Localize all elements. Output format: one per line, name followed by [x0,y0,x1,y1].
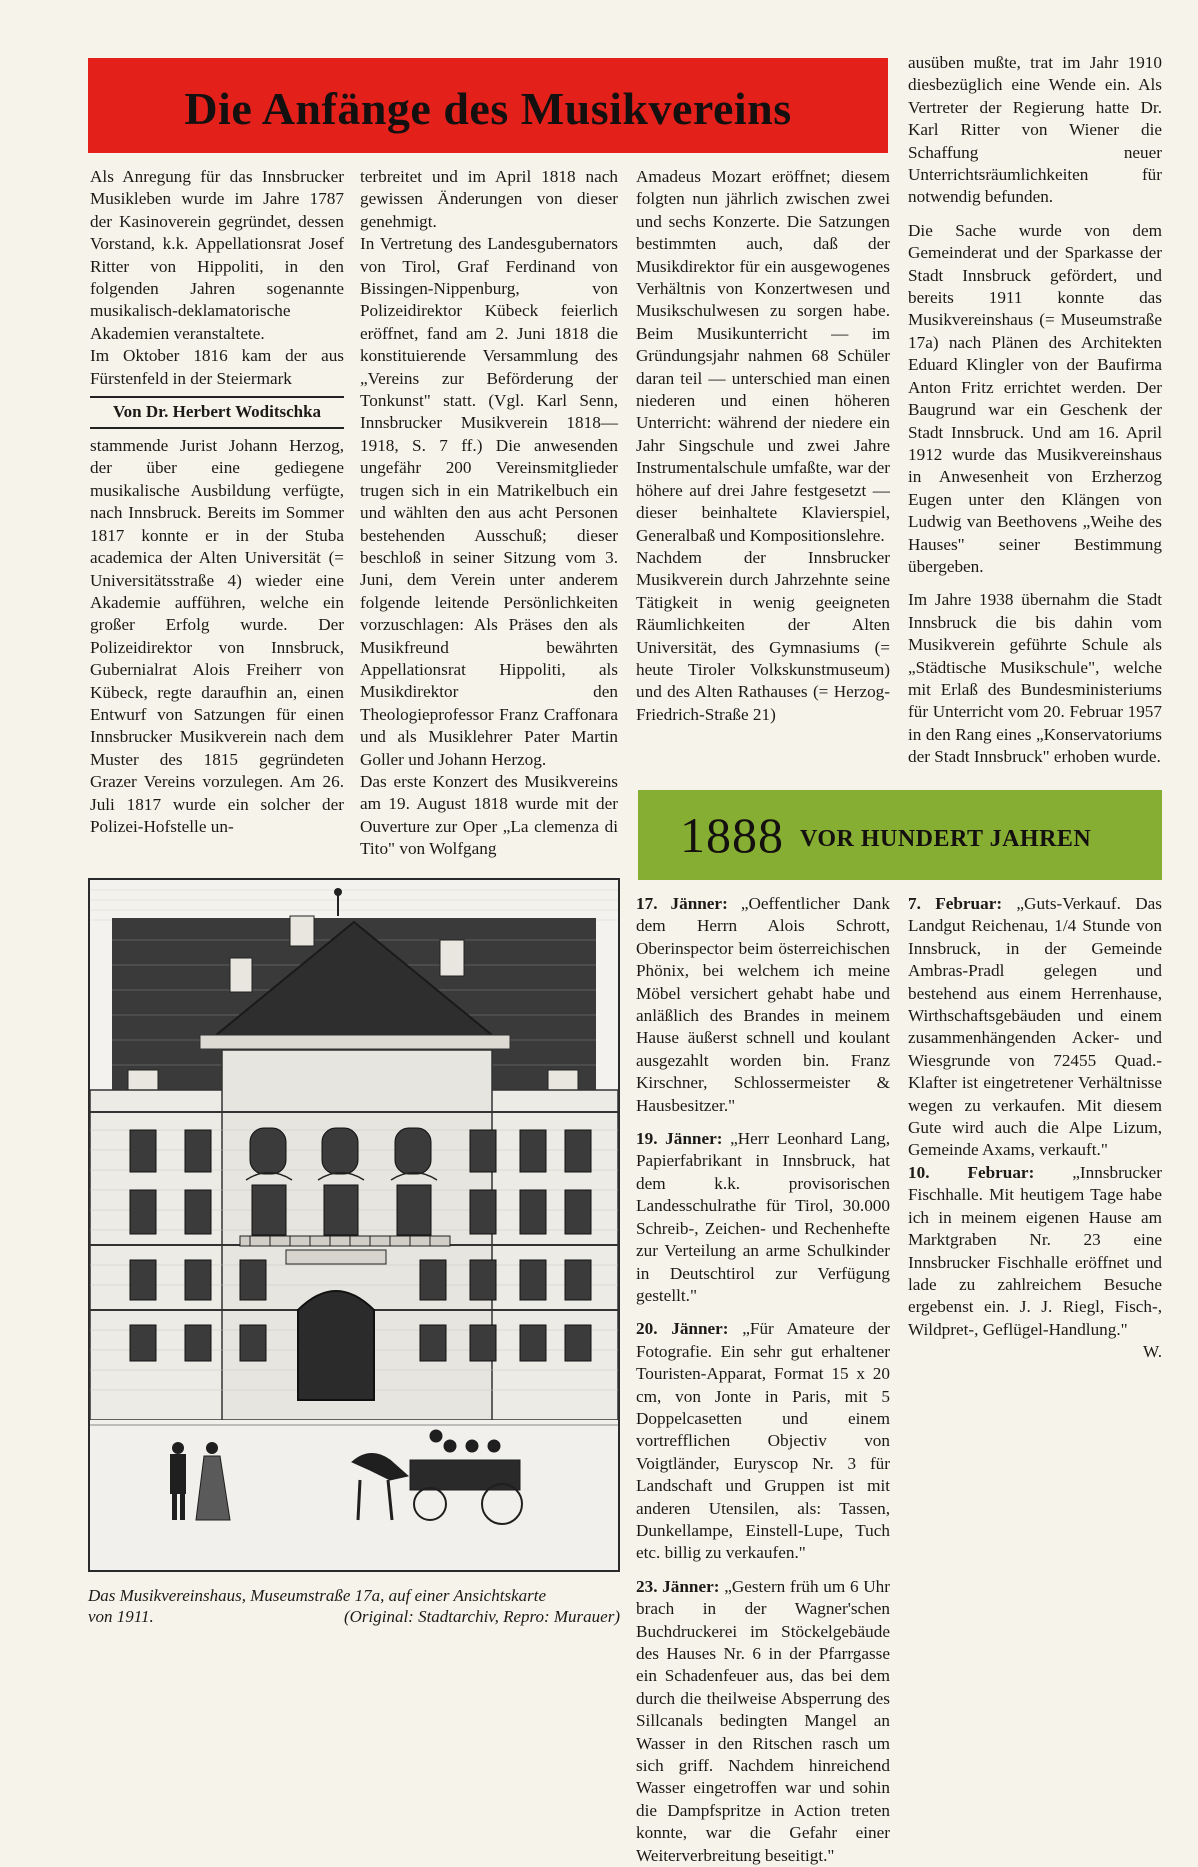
article-column-1 [90,166,344,838]
article-paragraph: Amadeus Mozart eröffnet; diesem folgten nun jährlich zwischen zwei und sechs Konzerte. Die Satzungen bestimmten auch, daß der Musikdirektor für ein ausgewogenes Verhältnis von Konzertwesen und Musikschulwesen zu sorgen habe. Beim Musikunterricht — im Gründungsjahr nahmen 68 Schüler daran teil — unterschied man einen niederen und einen höheren Unterricht: während der niedere ein Jahr Singschule und zwei Jahre Instrumentalschule umfaßte, war der höhere auf drei Jahre festgesetzt — dieser beinhaltete Klavierspiel, Generalbaß und Kompositionslehre. [636,167,890,545]
caption-credit: (Original: Stadtarchiv, Repro: Murauer) [343,1607,620,1626]
article-paragraph: Im Oktober 1816 kam der aus Fürstenfeld in der Steiermark [90,346,344,388]
article-paragraph: stammende Jurist Johann Herzog, der über eine gediegene musikalische Ausbildung verfügte, nach Innsbruck. Bereits im Sommer 1817 konnte er in der Stuba academica der Alten Universität (= Universitätsstraße 4) wieder eine Akademie aufführen, welche ein großer Erfolg wurde. Der Polizeidirektor von Innsbruck, Gubernialrat Alois Freiherr von Kübeck, regte daraufhin an, einen Entwurf von Satzungen für einen Innsbrucker Musikverein nach dem Muster des 1815 gegründeten Grazer Vereins vorzulegen. Am 26. Juli 1817 wurde ein solcher der Polizei-Hofstelle un- [90,436,344,836]
sidebar-entry [636,1128,890,1307]
illustration-caption [88,1585,620,1627]
article-title-bar [88,58,888,153]
article-paragraph: In Vertretung des Landesgubernators von Tirol, Graf Ferdinand von Bissingen-Nippenburg, von Polizeidirektor Kübeck feierlich eröffnet, fand am 2. Juni 1818 die konstituierende Versammlung des „Vereins zur Beförderung der Tonkunst" statt. (Vgl. Karl Senn, Innsbrucker Musikverein 1818—1918, S. 7 ff.) Die anwesenden ungefähr 200 Vereinsmitglieder trugen sich in ein Matrikelbuch ein und wählten den aus acht Personen bestehenden Ausschuß; dieser beschloß in seiner Sitzung vom 3. Juni, dem Verein unter anderem folgende leitende Persönlichkeiten vorzuschlagen: Als Präses den als Musikfreund bewährten Appellationsrat Hippoliti, als Musikdirektor den Theologieprofessor Franz Craffonara und als Musiklehrer Pater Martin Goller und Johann Herzog. [360,234,618,769]
entry-text: „Guts-Verkauf. Das Landgut Reichenau, 1/4 Stunde von Innsbruck, in der Gemeinde Ambras-Pradl gelegen und bestehend aus einem Herrenhause, Wirthschaftsgebäuden und einem zusammenhängenden Acker- und Wiesgrunde von 72455 Quad.-Klafter ist eingetretener Verhältnisse wegen zu verkaufen. Mit diesem Gute wird auch die Alpe Lizum, Gemeinde Axams, verkauft." [908,894,1162,1160]
entry-date: 17. Jänner: [636,894,728,913]
sidebar-entry [908,1162,1162,1341]
entry-text: „Oeffentlicher Dank dem Herrn Alois Schrott, Oberinspector beim österreichischen Phönix, bei welchem ich meine Möbel versichert gehabt habe und anläßlich des Brandes in meinem Hause äußerst schnell und koulant ausgezahlt worden bin. Franz Kirschner, Schlossermeister & Hausbesitzer." [636,894,890,1115]
article-paragraph: Das erste Konzert des Musikvereins am 19. August 1818 wurde mit der Ouverture zur Oper „La clemenza di Tito" von Wolfgang [360,771,618,859]
sidebar-heading: VOR HUNDERT JAHREN [800,825,1092,852]
article-paragraph: Nachdem der Innsbrucker Musikverein durch Jahrzehnte seine Tätigkeit in wenig geeigneten Räumlichkeiten der Alten Universität, des Gymnasiums (= heute Tiroler Volkskunstmuseum) und des Alten Rathauses (= Herzog-Friedrich-Straße 21) [636,547,890,724]
sidebar-signoff: W. [1143,1342,1162,1362]
building-drawing [90,880,618,1570]
entry-date: 23. Jänner: [636,1576,720,1596]
sidebar-column-2 [908,893,1162,1364]
sidebar-entry [908,893,1162,1162]
sidebar-column-1 [636,893,890,1867]
caption-line: Das Musikvereinshaus, Museumstraße 17a, auf einer Ansichtskarte [88,1586,546,1605]
sidebar-entry [636,1576,890,1867]
sidebar-year: 1888 [680,807,784,863]
sidebar-banner [638,790,1162,880]
entry-date: 19. Jänner: [636,1129,723,1149]
entry-date: 7. Februar: [908,894,1003,913]
entry-date: 20. Jänner: [636,1319,729,1339]
article-column-4 [908,52,1162,769]
caption-year: von 1911. [88,1607,154,1626]
article-title: Die Anfänge des Musikvereins [184,83,792,134]
article-byline: Von Dr. Herbert Woditschka [90,396,344,429]
article-paragraph: Als Anregung für das Innsbrucker Musikleben wurde im Jahre 1787 der Kasinoverein gegründet, dessen Vorstand, k.k. Appellationsrat Josef Ritter von Hippoliti, in den folgenden Jahren sogenannte musikalisch-deklamatorische Akademien veranstaltete. [90,167,344,343]
article-paragraph: Im Jahre 1938 übernahm die Stadt Innsbruck die bis dahin vom Musikverein geführte Schule als „Städtische Musikschule", welche mit Erlaß des Bundesministeriums für Unterricht vom 20. Februar 1957 in den Rang eines „Konservatoriums der Stadt Innsbruck" erhoben wurde. [908,590,1162,767]
article-paragraph: ausüben mußte, trat im Jahr 1910 diesbezüglich eine Wende ein. Als Vertreter der Regierung hatte Dr. Karl Ritter von Wiener die Schaffung neuer Unterrichtsräumlichkeiten für notwendig befunden. [908,53,1162,207]
entry-text: „Innsbrucker Fischhalle. Mit heutigem Tage habe ich in meinem eigenen Hause am Marktgraben Nr. 23 eine Innsbrucker Fischhalle eröffnet und lade zu zahlreichem Besuche ergebenst ein. J. J. Riegl, Fisch-, Wildpret-, Geflügel-Handlung." [908,1162,1162,1339]
caption-line [88,1606,620,1627]
article-paragraph: terbreitet und im April 1818 nach gewissen Änderungen von dieser genehmigt. [360,167,618,231]
sidebar-entry [636,1318,890,1564]
entry-text: „Herr Leonhard Lang, Papierfabrikant in Innsbruck, hat dem k.k. provisorischen Landesschulrathe für Tirol, 30.000 Schreib-, Zeichen- und Rechenhefte zur Verteilung an arme Schulkinder in Deutschtirol zur Verfügung gestellt." [636,1129,890,1305]
article-column-3 [636,166,890,726]
musikvereinshaus-illustration [88,878,620,1572]
entry-date: 10. Februar: [908,1162,1035,1182]
sidebar-entry [636,893,890,1117]
article-paragraph: Die Sache wurde von dem Gemeinderat und der Sparkasse der Stadt Innsbruck gefördert, und bereits 1911 konnte das Musikvereinshaus (= Museumstraße 17a) nach Plänen des Architekten Eduard Klingler von der Baufirma Anton Fritz errichtet werden. Der Baugrund war ein Geschenk der Stadt Innsbruck. Und am 16. April 1912 wurde das Musikvereinshaus in Anwesenheit von Erzherzog Eugen unter den Klängen von Ludwig van Beethovens „Weihe des Hauses" seiner Bestimmung übergeben. [908,220,1162,576]
entry-text: „Gestern früh um 6 Uhr brach in der Wagner'schen Buchdruckerei im Stöckelgebäude des Hauses Nr. 6 in der Pfarrgasse ein Schadenfeuer aus, das bei dem durch die theilweise Absperrung des Sillcanals bedingten Mangel an Wasser in den Ritschen rasch um sich griff. Nachdem hinreichend Wasser eingetroffen war und sohin die Dampfspritze in Action treten konnte, war die Gefahr einer Weiterverbreitung beseitigt." [636,1576,890,1865]
article-column-2 [360,166,618,861]
entry-text: „Für Amateure der Fotografie. Ein sehr gut erhaltener Touristen-Apparat, Format 15 x 20 cm, von Jonte in Paris, mit 5 Doppelcasetten und einem vortrefflichen Objectiv von Voigtländer, Euryscop Nr. 3 für Landschaft und Gruppen ist mit anderen Utensilen, als: Tassen, Dunkellampe, Einstell-Lupe, Tuch etc. billig zu verkaufen." [636,1319,891,1563]
